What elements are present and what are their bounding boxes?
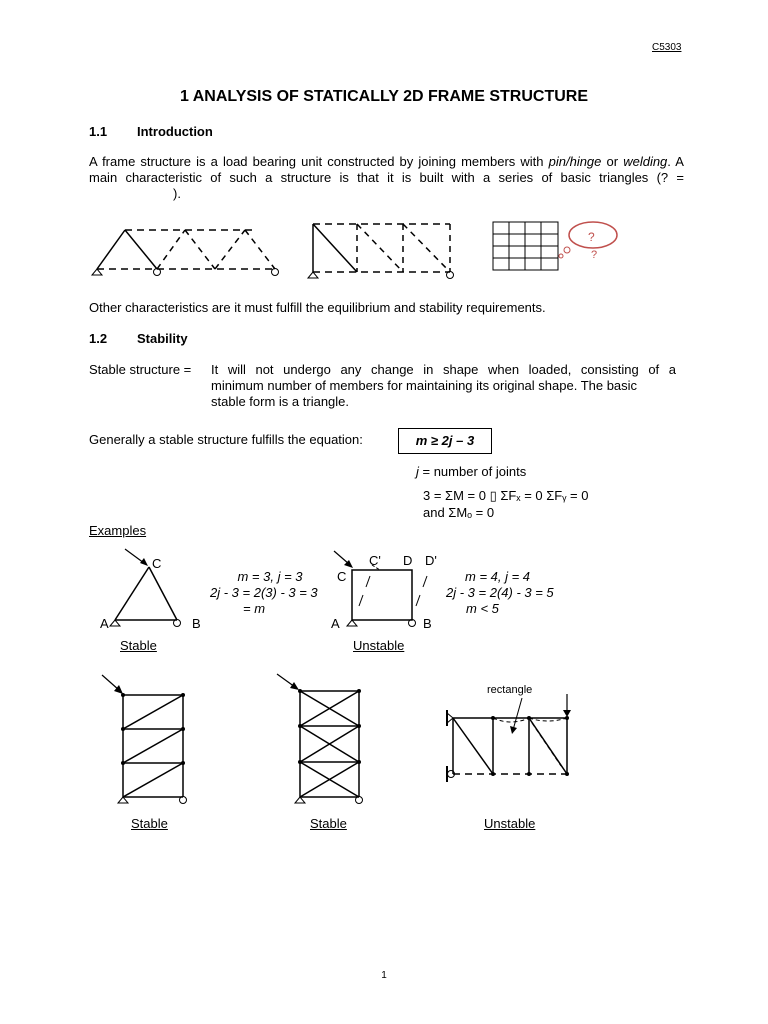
row2-caption-1: Stable (131, 816, 168, 831)
j-variable: j (416, 464, 419, 479)
frame-diagram (308, 224, 454, 279)
intro-paragraph-2: Other characteristics are it must fulfill the equilibrium and stability requirements. (89, 300, 546, 315)
equation-box: m ≥ 2j – 3 (398, 428, 492, 454)
ex1-eq2: 2j - 3 = 2(3) - 3 = 3 (210, 585, 318, 600)
ex1-label-b: B (192, 616, 201, 631)
examples-heading: Examples (89, 523, 147, 538)
intro-or: or (601, 154, 624, 169)
thought-cloud-icon (559, 222, 617, 261)
equilibrium-line: 3 = ΣM = 0 ▯ ΣFₓ = 0 ΣFᵧ = 0 (423, 488, 589, 503)
ex2-label-cprime: C' (369, 553, 381, 568)
page-title: 1 ANALYSIS OF STATICALLY 2D FRAME STRUCTURE (179, 88, 589, 105)
j-definition (416, 464, 526, 480)
truss-diagram (92, 230, 279, 276)
cantilever-frame (447, 710, 569, 782)
ex1-eq3: = m (243, 601, 266, 616)
load-arrowhead-icon (290, 682, 299, 690)
row2-caption-3: Unstable (484, 816, 536, 831)
pointer-line (513, 698, 522, 730)
definition-term: Stable structure = (89, 362, 192, 377)
load-arrow-icon (102, 675, 119, 690)
ex1-label-a: A (100, 616, 109, 631)
intro-diagrams (85, 212, 645, 284)
rectangle-label: rectangle (487, 684, 533, 696)
row2-caption-2: Stable (310, 816, 347, 831)
tower-cross-bracing (295, 689, 363, 804)
section-number-stability: 1.2 (89, 331, 108, 346)
ex2-label-a: A (331, 616, 340, 631)
ex1-label-c: C (152, 556, 162, 571)
ex2-label-c: C (337, 569, 347, 584)
load-arrow-icon (334, 551, 349, 564)
definition-line-1: It will not undergo any change in shape when loaded, consisting of a (211, 362, 676, 377)
grid-diagram (493, 222, 558, 270)
intro-text-a: A frame structure is a load bearing unit constructed by joining members with (89, 154, 549, 169)
ex2-label-dprime: D' (425, 553, 437, 568)
load-arrow-icon (125, 549, 144, 563)
pointer-arrowhead-icon (510, 726, 517, 734)
tower-single-diagonal (118, 693, 187, 804)
section-heading-intro: Introduction (137, 124, 213, 139)
intro-welding: welding (623, 154, 668, 169)
section-number-intro: 1.1 (89, 124, 108, 139)
ex2-eq3: m < 5 (466, 601, 499, 616)
load-arrowhead-icon (563, 710, 571, 717)
load-arrowhead-icon (140, 558, 148, 566)
ex1-eq1: m = 3, j = 3 (237, 569, 303, 584)
section-heading-stability: Stability (137, 331, 188, 346)
equation-intro: Generally a stable structure fulfills the equation: (89, 432, 363, 447)
ex2-eq2: 2j - 3 = 2(4) - 3 = 5 (446, 585, 554, 600)
definition-line-2: minimum number of members for maintaining its original shape. The basic (211, 378, 638, 393)
equilibrium-line-2: and ΣMₒ = 0 (423, 505, 495, 520)
intro-paragraph (89, 154, 684, 202)
page-number: 1 (381, 970, 387, 981)
svg-text:?: ? (591, 249, 598, 261)
ex2-label-b: B (423, 616, 432, 631)
j-definition-text: = number of joints (418, 464, 527, 479)
document-code: C5303 (652, 42, 682, 53)
ex2-caption: Unstable (353, 638, 405, 653)
svg-text:?: ? (588, 230, 595, 244)
definition-line-3: stable form is a triangle. (211, 394, 350, 409)
ex2-label-d: D (403, 553, 413, 568)
ex2-eq1: m = 4, j = 4 (465, 569, 531, 584)
intro-pin-hinge: pin/hinge (548, 154, 602, 169)
intro-text-c: ). (173, 186, 181, 201)
intro-text-b: . A main characteristic of such a structure is that it is built with a series of basic triangles (? = (89, 154, 684, 185)
ex1-caption: Stable (120, 638, 157, 653)
